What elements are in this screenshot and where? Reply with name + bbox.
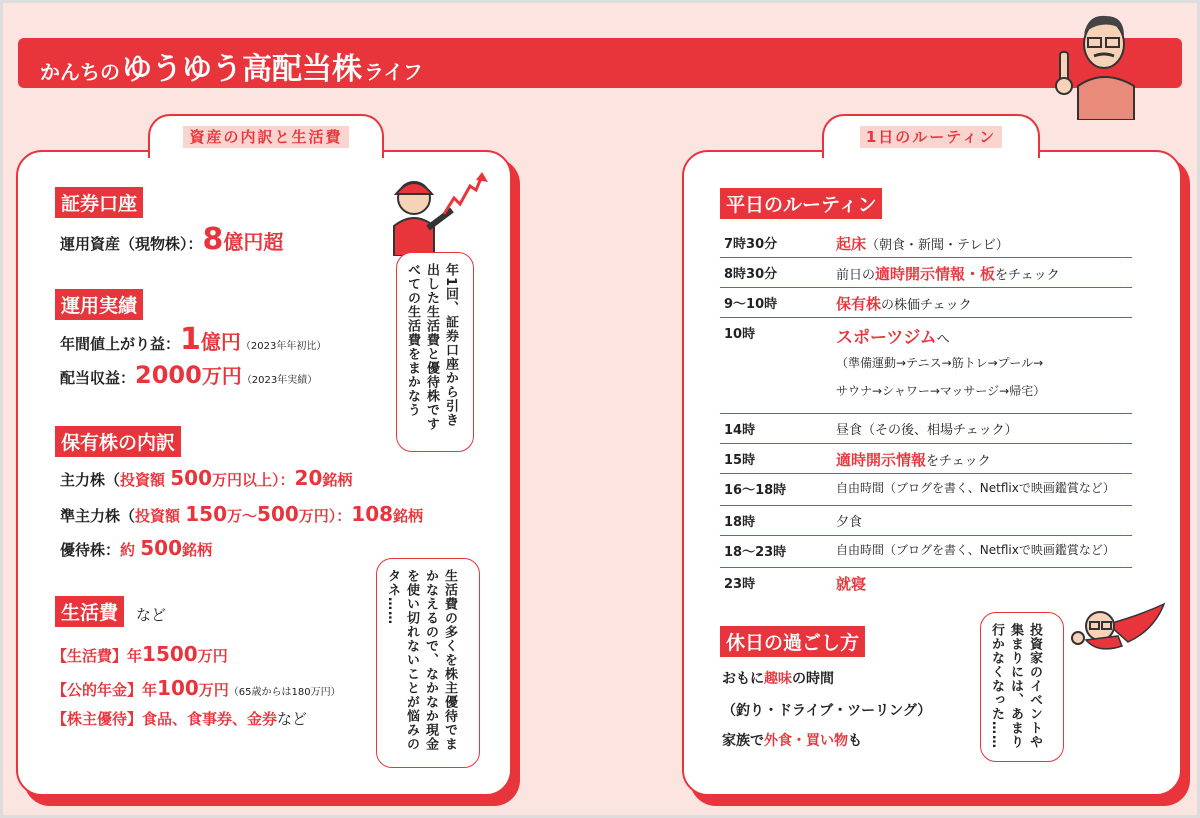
- bubble3-text: 投資家のイベントや集まりには、あまり行かなくなった……: [989, 623, 1042, 749]
- perk-pre: 約: [120, 541, 136, 559]
- schedule-desc: 夕食: [836, 515, 863, 530]
- account-line: [60, 222, 283, 257]
- schedule-rest: （朝食・新聞・テレビ）: [866, 238, 1009, 253]
- living-row-2: [52, 676, 341, 700]
- title-prefix: かんちの: [40, 60, 120, 84]
- schedule-row: [720, 414, 1132, 444]
- schedule-highlight: スポーツジム: [836, 328, 937, 348]
- weekday-schedule: [720, 228, 1132, 598]
- holiday-highlight: 趣味: [764, 671, 792, 687]
- schedule-row: [720, 536, 1132, 568]
- schedule-detail-2: サウナ→シャワー→マッサージ→帰宅）: [836, 384, 1046, 398]
- gain-unit: 億円: [200, 330, 241, 354]
- sub-range: 万円）：: [298, 507, 352, 525]
- perk-label: 優待株：: [60, 541, 121, 559]
- sub-amount1: 150: [185, 502, 228, 526]
- schedule-detail-1: （準備運動→テニス→筋トレ→プール→: [836, 356, 1044, 370]
- schedule-highlight: 就寝: [836, 575, 867, 593]
- holiday-line-2: （釣り・ドライブ・ツーリング）: [722, 703, 932, 719]
- gain-label: 年間値上がり益：: [60, 335, 181, 353]
- perk-unit: 銘柄: [182, 541, 213, 559]
- holiday-pre: おもに: [722, 671, 764, 687]
- main-amount: 500: [170, 466, 213, 490]
- living-pre: 年: [127, 647, 143, 665]
- schedule-row: [720, 228, 1132, 258]
- dividend-note: （2023年実績）: [241, 375, 318, 386]
- account-label: 運用資産（現物株）：: [60, 235, 203, 253]
- holdings-sub-line: [60, 502, 423, 526]
- header-banner: [18, 38, 1182, 88]
- dividend-unit: 万円: [201, 364, 242, 388]
- gain-line: [60, 322, 326, 357]
- schedule-highlight: 起床: [836, 235, 867, 253]
- section-title-holiday: 休日の過ごし方: [720, 626, 865, 657]
- flying-superhero-illustration: [1058, 596, 1168, 666]
- sub-label: 準主力株（: [60, 507, 136, 525]
- speech-bubble-1: [396, 252, 474, 452]
- schedule-time: 7時30分: [724, 237, 778, 252]
- schedule-rest: をチェック: [995, 268, 1060, 283]
- bubble2-text: 生活費の多くを株主優待でまかなえるので、なかなか現金を使い切れないことが悩みのタネ……: [385, 569, 457, 751]
- holiday-highlight: 外食・買い物: [764, 733, 848, 749]
- schedule-rest: の株価チェック: [881, 298, 972, 313]
- holiday-post: の時間: [792, 671, 834, 687]
- dividend-value: 2000: [135, 361, 202, 389]
- schedule-row: [720, 318, 1132, 414]
- right-tab-label: 1日のルーティン: [860, 126, 1002, 148]
- section-title-results: 運用実績: [55, 289, 143, 320]
- schedule-time: 18時: [724, 515, 756, 530]
- schedule-row: [720, 288, 1132, 318]
- holiday-pre: 家族で: [722, 733, 764, 749]
- schedule-desc: [836, 263, 1060, 284]
- section-title-account: 証券口座: [55, 187, 143, 218]
- schedule-desc: 自由時間（ブログを書く、Netflixで映画鑑賞など）: [836, 543, 1115, 557]
- schedule-desc: 自由時間（ブログを書く、Netflixで映画鑑賞など）: [836, 481, 1115, 495]
- living-suffix: など: [136, 606, 167, 624]
- sub-mid: 万～: [227, 507, 258, 525]
- schedule-row: [720, 506, 1132, 536]
- sub-amount2: 500: [257, 502, 299, 526]
- title-main: ゆうゆう高配当株: [122, 52, 362, 87]
- title-suffix: ライフ: [364, 60, 423, 84]
- right-panel-tab: [822, 114, 1040, 158]
- main-count: 20: [294, 466, 323, 490]
- schedule-desc: [836, 449, 991, 470]
- living-row-1: [52, 642, 228, 666]
- schedule-rest: をチェック: [926, 454, 991, 469]
- holdings-main-line: [60, 466, 352, 490]
- schedule-time: 16～18時: [724, 483, 787, 498]
- schedule-time: 10時: [724, 327, 756, 342]
- schedule-desc: [836, 293, 972, 314]
- living-key: 【生活費】: [52, 647, 128, 665]
- schedule-row: [720, 444, 1132, 474]
- bubble1-text: 年1回、証券口座から引き出した生活費と優待株ですべての生活費をまかなう: [405, 263, 458, 431]
- living-unit: 万円: [198, 681, 229, 699]
- account-value: 8: [202, 222, 224, 257]
- main-invest: 投資額: [120, 471, 166, 489]
- investor-pointing-illustration: [1048, 6, 1148, 120]
- sub-count: 108: [351, 502, 394, 526]
- living-pre: 年: [142, 681, 158, 699]
- sub-unit: 銘柄: [393, 507, 424, 525]
- section-title-weekday: 平日のルーティン: [720, 188, 882, 219]
- main-label: 主力株（: [60, 471, 121, 489]
- main-range: 万円以上）：: [212, 471, 295, 489]
- living-note: （65歳からは180万円）: [228, 687, 341, 698]
- living-key: 【公的年金】: [52, 681, 143, 699]
- schedule-time: 18～23時: [724, 545, 787, 560]
- main-unit: 銘柄: [322, 471, 353, 489]
- speech-bubble-3: [980, 612, 1064, 762]
- schedule-highlight: 適時開示情報: [836, 451, 927, 469]
- schedule-time: 15時: [724, 453, 756, 468]
- schedule-desc: [836, 573, 866, 594]
- schedule-highlight: 保有株: [836, 295, 882, 313]
- gain-note: （2023年年初比）: [240, 341, 327, 352]
- section-title-living: 生活費: [55, 596, 124, 627]
- schedule-time: 9～10時: [724, 297, 778, 312]
- account-unit: 億円超: [223, 230, 284, 254]
- living-value: 1500: [142, 642, 198, 666]
- schedule-time: 23時: [724, 577, 756, 592]
- living-value: 100: [157, 676, 199, 700]
- left-tab-label: 資産の内訳と生活費: [183, 126, 348, 148]
- schedule-desc: 昼食（その後、相場チェック）: [836, 423, 1018, 438]
- dividend-line: [60, 360, 317, 389]
- schedule-row: [720, 258, 1132, 288]
- speech-bubble-2: [376, 558, 480, 768]
- page-title: [40, 44, 423, 88]
- sub-invest: 投資額: [135, 507, 181, 525]
- firefighter-illustration: [380, 170, 490, 256]
- living-key: 【株主優待】: [52, 710, 143, 728]
- dividend-label: 配当収益：: [60, 369, 136, 387]
- living-value: 食品、食事券、金券: [142, 710, 278, 728]
- gain-value: 1: [180, 322, 201, 357]
- holiday-post: も: [848, 733, 862, 749]
- schedule-highlight: 適時開示情報・板: [875, 265, 996, 283]
- schedule-pre: 前日の: [836, 268, 876, 283]
- perk-count: 500: [140, 536, 183, 560]
- holiday-line-3: [722, 730, 862, 750]
- schedule-row: [720, 474, 1132, 506]
- holdings-perk-line: [60, 536, 212, 560]
- living-row-3: [52, 708, 307, 729]
- section-title-holdings: 保有株の内訳: [55, 426, 181, 457]
- holiday-line-1: [722, 668, 834, 688]
- schedule-desc: [836, 233, 1009, 254]
- living-note: など: [277, 710, 308, 728]
- schedule-rest: へ: [936, 332, 950, 347]
- left-panel-tab: [148, 114, 384, 158]
- schedule-time: 14時: [724, 423, 756, 438]
- schedule-time: 8時30分: [724, 267, 778, 282]
- living-unit: 万円: [197, 647, 228, 665]
- schedule-desc: [836, 323, 950, 348]
- schedule-row: [720, 568, 1132, 598]
